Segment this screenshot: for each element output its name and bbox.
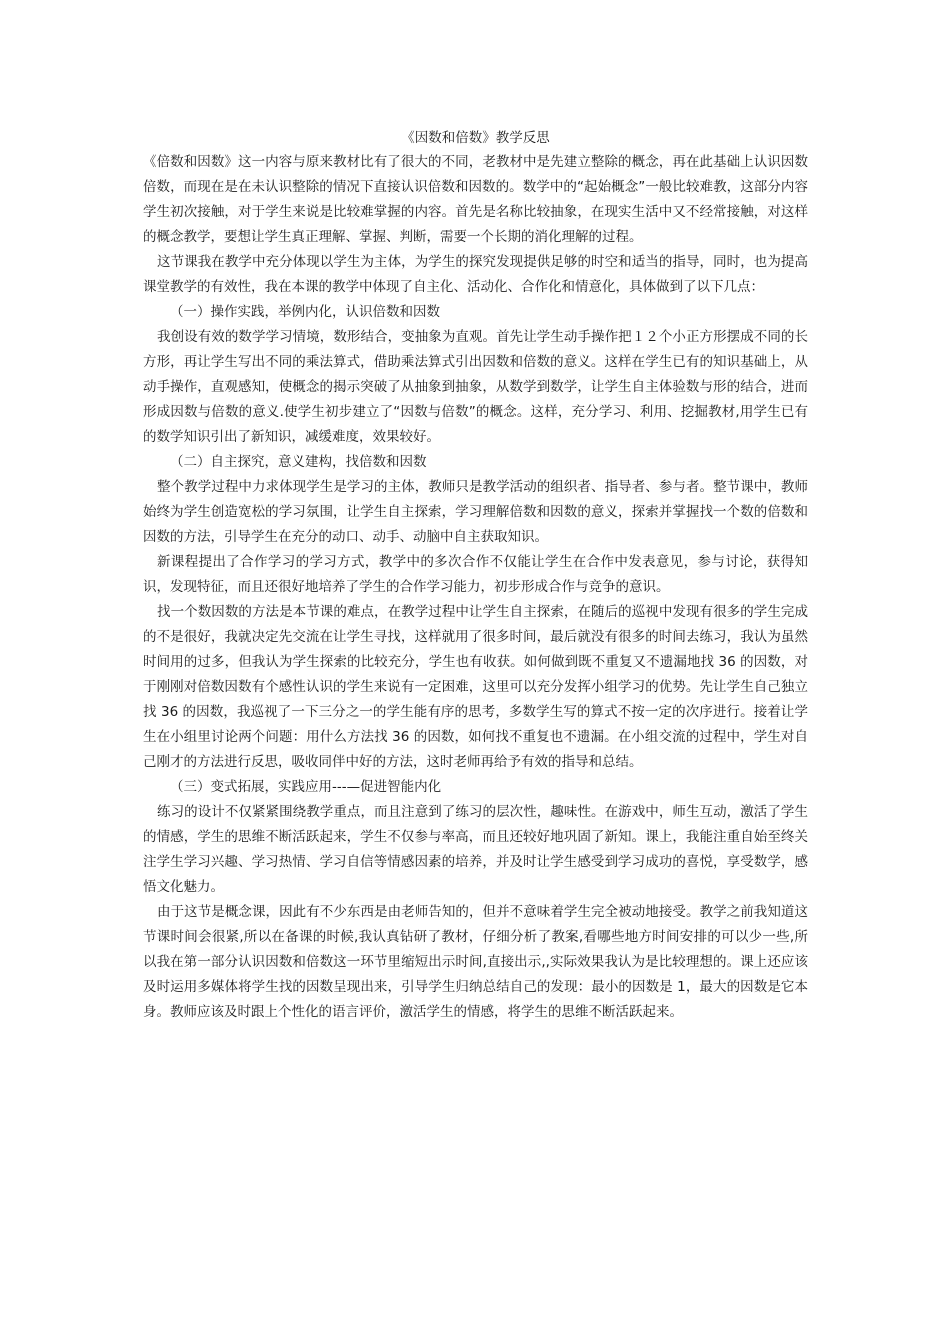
paragraph-intro: 《倍数和因数》这一内容与原来教材比有了很大的不同，老教材中是先建立整除的概念，再在此基础上认识因数倍数，而现在是在未认识整除的情况下直接认识倍数和因数的。数学中的“起始概念”一般比较难教，这部分内容学生初次接触，对于学生来说是比较难掌握的内容。首先是名称比较抽象，在现实生活中又不经常接触，对这样的概念教学，要想让学生真正理解、掌握、判断，需要一个长期的消化理解的过程。	[143, 154, 808, 245]
paragraph-overview: 这节课我在教学中充分体现以学生为主体，为学生的探究发现提供足够的时空和适当的指导，同时，也为提高课堂教学的有效性，我在本课的教学中体现了自主化、活动化、合作化和情意化，具体做到了以下几点：	[143, 254, 808, 295]
document-title: 《因数和倍数》教学反思	[401, 130, 550, 146]
section-heading-3: （三）变式拓展，实践应用---—促进智能内化	[170, 779, 442, 795]
paragraph-section-3: 练习的设计不仅紧紧围绕教学重点，而且注意到了练习的层次性，趣味性。在游戏中，师生互动，激活了学生的情感，学生的思维不断活跃起来，学生不仅参与率高，而且还较好地巩固了新知。课上，我能注重自始至终关注学生学习兴趣、学习热情、学习自信等情感因素的培养，并及时让学生感受到学习成功的喜悦，享受数学，感悟文化魅力。	[143, 804, 808, 895]
section-heading-2: （二）自主探究，意义建构，找倍数和因数	[170, 454, 427, 470]
paragraph-section-2a: 整个教学过程中力求体现学生是学习的主体，教师只是教学活动的组织者、指导者、参与者。整节课中，教师始终为学生创造宽松的学习氛围，让学生自主探索，学习理解倍数和因数的意义，探索并掌握找一个数的倍数和因数的方法，引导学生在充分的动口、动手、动脑中自主获取知识。	[143, 479, 808, 545]
paragraph-section-2c: 找一个数因数的方法是本节课的难点，在教学过程中让学生自主探索，在随后的巡视中发现有很多的学生完成的不是很好，我就决定先交流在让学生寻找，这样就用了很多时间，最后就没有很多的时间去练习，我认为虽然时间用的过多，但我认为学生探索的比较充分，学生也有收获。如何做到既不重复又不遗漏地找 36 的因数，对于刚刚对倍数因数有个感性认识的学生来说有一定困难，这里可以充分发挥小组学习的优势。先让学生自己独立找 36 的因数，我巡视了一下三分之一的学生能有序的思考，多数学生写的算式不按一定的次序进行。接着让学生在小组里讨论两个问题：用什么方法找 36 的因数，如何找不重复也不遗漏。在小组交流的过程中，学生对自己刚才的方法进行反思，吸收同伴中好的方法，这时老师再给予有效的指导和总结。	[143, 604, 808, 770]
paragraph-conclusion: 由于这节是概念课，因此有不少东西是由老师告知的，但并不意味着学生完全被动地接受。教学之前我知道这节课时间会很紧,所以在备课的时候,我认真钻研了教材，仔细分析了教案,看哪些地方时间安排的可以少一些,所以我在第一部分认识因数和倍数这一环节里缩短出示时间,直接出示,,实际效果我认为是比较理想的。课上还应该及时运用多媒体将学生找的因数呈现出来，引导学生归纳总结自己的发现：最小的因数是 1，最大的因数是它本身。教师应该及时跟上个性化的语言评价，激活学生的情感，将学生的思维不断活跃起来。	[143, 904, 808, 1020]
section-heading-1: （一）操作实践，举例内化，认识倍数和因数	[170, 304, 440, 320]
paragraph-section-1: 我创设有效的数学学习情境，数形结合，变抽象为直观。首先让学生动手操作把１２个小正方形摆成不同的长方形，再让学生写出不同的乘法算式，借助乘法算式引出因数和倍数的意义。这样在学生已有的知识基础上，从动手操作，直观感知，使概念的揭示突破了从抽象到抽象，从数学到数学，让学生自主体验数与形的结合，进而形成因数与倍数的意义.使学生初步建立了“因数与倍数”的概念。这样，充分学习、利用、挖掘教材,用学生已有的数学知识引出了新知识，减缓难度，效果较好。	[143, 329, 808, 445]
document-page	[143, 126, 808, 1025]
paragraph-section-2b: 新课程提出了合作学习的学习方式，教学中的多次合作不仅能让学生在合作中发表意见，参与讨论，获得知识，发现特征，而且还很好地培养了学生的合作学习能力，初步形成合作与竞争的意识。	[143, 554, 808, 595]
